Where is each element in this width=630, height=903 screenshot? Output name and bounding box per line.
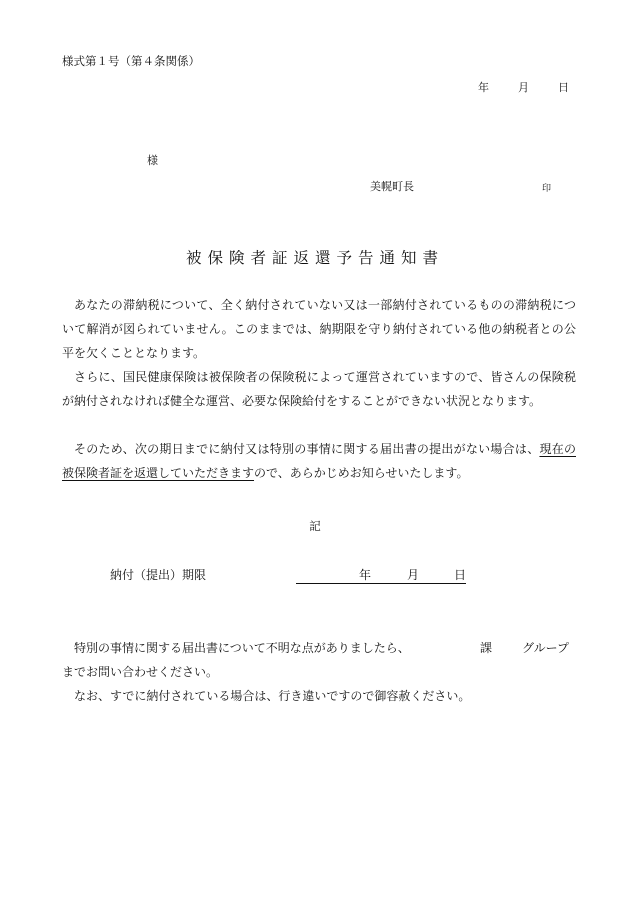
deadline-year-label: 年 <box>359 568 372 582</box>
contact-line-lead: 特別の事情に関する届出書について不明な点がありましたら、 <box>74 641 410 655</box>
deadline-day-label: 日 <box>454 568 467 582</box>
seal-mark: 印 <box>542 184 552 194</box>
issuer-title: 美幌町長 <box>370 180 414 193</box>
deadline-label: 納付（提出）期限 <box>110 568 207 582</box>
paragraph-3-tail: ので、あらかじめお知らせいたします。 <box>254 466 469 480</box>
body-paragraph-1: あなたの滞納税について、全く納付されていない又は一部納付されているものの滞納税について解消が図られていません。このままでは、納期限を守り納付されている他の納税者との公平を欠くこととなります。 <box>62 298 576 360</box>
date-day-label: 日 <box>558 81 569 94</box>
paragraph-3-lead: そのため、次の期日までに納付又は特別の事情に関する届出書の提出がない場合は、 <box>74 442 540 456</box>
addressee-suffix: 様 <box>147 154 158 167</box>
closing-paragraph: なお、すでに納付されている場合は、行き違いですので御容赦ください。 <box>74 689 471 703</box>
body-paragraph-3 <box>62 437 576 485</box>
deadline-month-label: 月 <box>407 568 420 582</box>
contact-department: 課 <box>480 641 493 655</box>
deadline-date-field[interactable] <box>296 566 466 584</box>
date-month-label: 月 <box>518 81 529 94</box>
form-number: 様式第１号（第４条関係） <box>62 54 200 68</box>
date-year-label: 年 <box>478 81 489 94</box>
contact-line-tail: までお問い合わせください。 <box>62 665 219 679</box>
ki-heading: 記 <box>309 519 321 533</box>
body-paragraph-2: さらに、国民健康保険は被保険者の保険税によって運営されていますので、皆さんの保険税が納付されなければ健全な運営、必要な保険給付をすることができない状況となります。 <box>62 370 576 408</box>
return-notice-underlined: 現在の被保険者証を返還していただきます <box>62 442 576 480</box>
document-title: 被保険者証返還予告通知書 <box>185 249 444 267</box>
contact-group: グループ <box>522 641 570 655</box>
contact-paragraph <box>62 636 576 684</box>
